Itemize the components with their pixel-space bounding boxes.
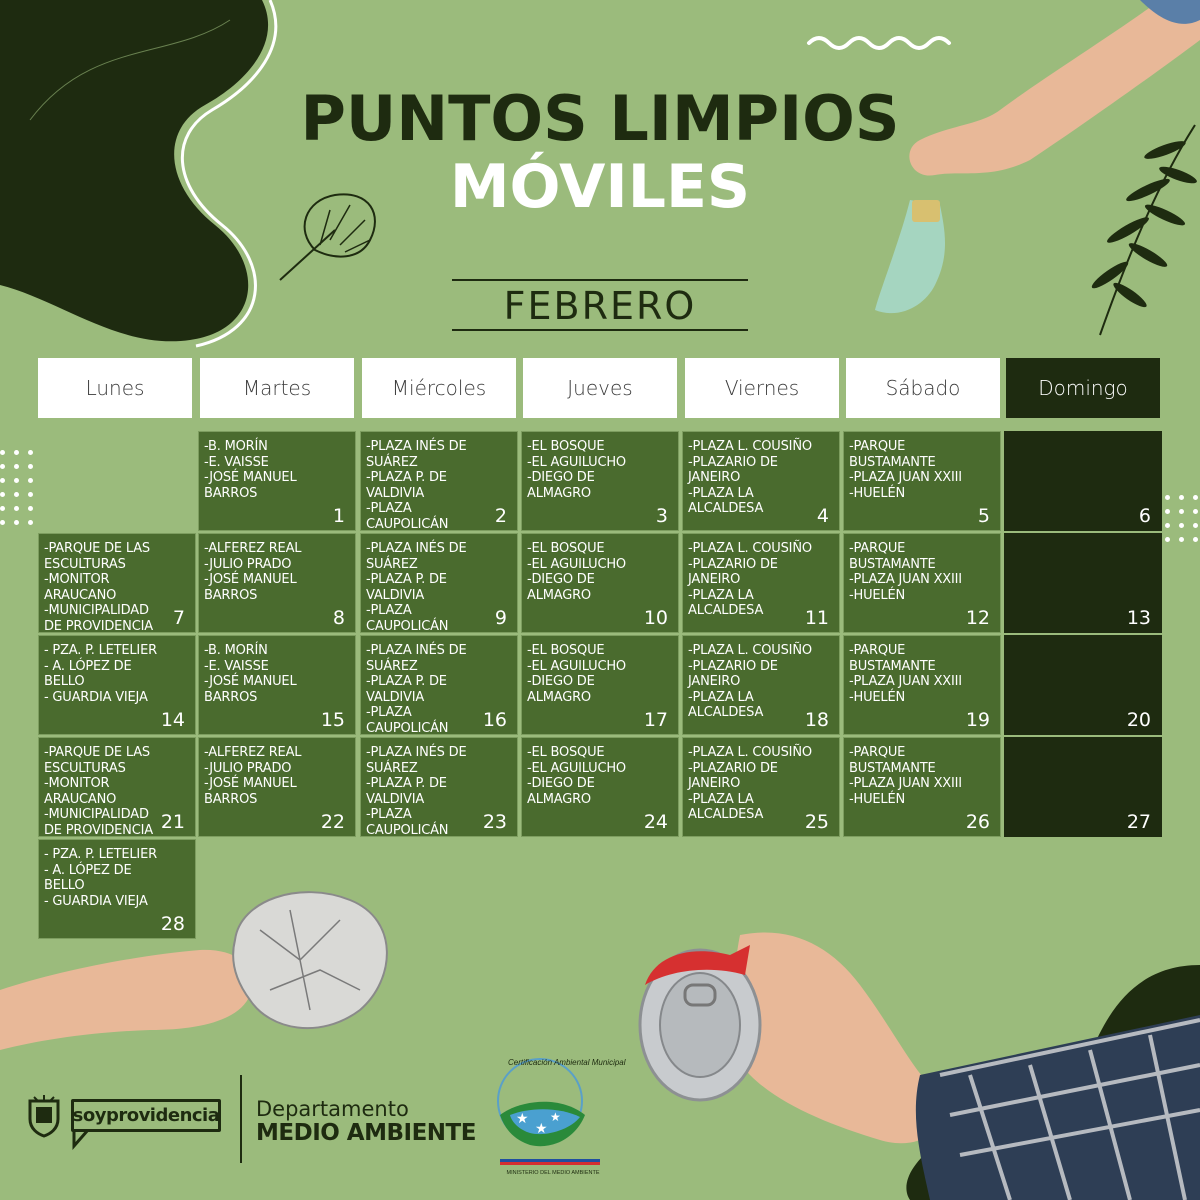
dept-line1: Departamento: [256, 1097, 409, 1121]
dot: [0, 450, 5, 455]
day-number: 12: [965, 607, 990, 629]
day-number: 20: [1126, 709, 1151, 731]
day-locations: -PARQUE DE LAS ESCULTURAS -MONITOR ARAUCANO -MUNICIPALIDAD DE PROVIDENCIA: [44, 745, 153, 838]
calendar-day: [198, 533, 356, 633]
day-header-3: Jueves: [523, 358, 677, 418]
dot: [1179, 495, 1184, 500]
day-locations: -PARQUE BUSTAMANTE -PLAZA JUAN XXIII -HUELÉN: [849, 541, 962, 603]
calendar-day: [1004, 635, 1162, 735]
dot: [0, 520, 5, 525]
calendar-day: [843, 737, 1001, 837]
dot: [14, 464, 19, 469]
day-number: 5: [977, 505, 990, 527]
dot: [1179, 523, 1184, 528]
day-number: 24: [643, 811, 668, 833]
day-locations: -ALFEREZ REAL -JULIO PRADO -JOSÉ MANUEL BARROS: [204, 745, 302, 807]
day-number: 17: [643, 709, 668, 731]
day-number: 2: [494, 505, 507, 527]
dot: [1165, 537, 1170, 542]
svg-text:★: ★: [516, 1111, 529, 1127]
svg-text:★: ★: [550, 1110, 561, 1124]
day-locations: -EL BOSQUE -EL AGUILUCHO -DIEGO DE ALMAGRO: [527, 439, 626, 501]
dot: [28, 520, 33, 525]
calendar-day: [38, 635, 196, 735]
ministry-text: MINISTERIO DEL MEDIO AMBIENTE: [506, 1170, 600, 1176]
cert-text: Certificación Ambiental Municipal: [508, 1058, 626, 1067]
brand-badge: [71, 1099, 221, 1132]
day-locations: - PZA. P. LETELIER - A. LÓPEZ DE BELLO - GUARDIA VIEJA: [44, 643, 157, 705]
calendar-day: [1004, 737, 1162, 837]
calendar-day: [521, 737, 679, 837]
day-locations: -PLAZA INÉS DE SUÁREZ -PLAZA P. DE VALDIVIA -PLAZA CAUPOLICÁN: [366, 439, 467, 532]
calendar-day: [521, 533, 679, 633]
day-number: 8: [332, 607, 345, 629]
day-number: 11: [804, 607, 829, 629]
day-number: 10: [643, 607, 668, 629]
day-locations: -PLAZA INÉS DE SUÁREZ -PLAZA P. DE VALDIVIA -PLAZA CAUPOLICÁN: [366, 541, 467, 634]
hand-paper-image: [0, 880, 400, 1060]
day-number: 9: [494, 607, 507, 629]
calendar-day: [198, 431, 356, 531]
dot: [1165, 509, 1170, 514]
calendar-day: [521, 431, 679, 531]
day-locations: -PLAZA L. COUSIÑO -PLAZARIO DE JANEIRO -PLAZA LA ALCALDESA: [688, 745, 812, 822]
calendar-day: [682, 635, 840, 735]
day-number: 15: [320, 709, 345, 731]
day-header-0: Lunes: [38, 358, 192, 418]
dot: [28, 450, 33, 455]
day-number: 7: [172, 607, 185, 629]
calendar-day: [360, 431, 518, 531]
month-title: FEBRERO: [503, 284, 697, 328]
day-locations: -PARQUE DE LAS ESCULTURAS -MONITOR ARAUCANO -MUNICIPALIDAD DE PROVIDENCIA: [44, 541, 153, 634]
day-header-1: Martes: [200, 358, 354, 418]
day-locations: -PLAZA L. COUSIÑO -PLAZARIO DE JANEIRO -PLAZA LA ALCALDESA: [688, 643, 812, 720]
day-locations: -B. MORÍN -E. VAISSE -JOSÉ MANUEL BARROS: [204, 439, 297, 501]
certification-seal-icon: [490, 1055, 626, 1170]
day-locations: -PLAZA L. COUSIÑO -PLAZARIO DE JANEIRO -PLAZA LA ALCALDESA: [688, 439, 812, 516]
calendar-day: [198, 635, 356, 735]
day-number: 21: [160, 811, 185, 833]
calendar-day: [682, 737, 840, 837]
shield-icon: [28, 1095, 60, 1137]
svg-text:★: ★: [535, 1121, 548, 1137]
day-number: 18: [804, 709, 829, 731]
day-locations: -PLAZA INÉS DE SUÁREZ -PLAZA P. DE VALDIVIA -PLAZA CAUPOLICÁN: [366, 745, 467, 838]
footer-divider: [240, 1075, 242, 1163]
calendar-day: [521, 635, 679, 735]
day-locations: -EL BOSQUE -EL AGUILUCHO -DIEGO DE ALMAGRO: [527, 745, 626, 807]
calendar-day: [38, 737, 196, 837]
day-number: 22: [320, 811, 345, 833]
calendar-day: [1004, 533, 1162, 633]
dot: [14, 450, 19, 455]
dot: [1179, 509, 1184, 514]
month-line-top: [452, 279, 748, 281]
day-number: 28: [160, 913, 185, 935]
dot: [0, 478, 5, 483]
dot: [0, 506, 5, 511]
dot: [0, 492, 5, 497]
speech-tail-icon: [72, 1130, 92, 1148]
day-locations: -PARQUE BUSTAMANTE -PLAZA JUAN XXIII -HUELÉN: [849, 439, 962, 501]
dot: [14, 506, 19, 511]
calendar-day: [360, 737, 518, 837]
calendar-day: [198, 737, 356, 837]
dot: [1193, 523, 1198, 528]
dot: [1165, 523, 1170, 528]
title-line2: MÓVILES: [449, 152, 751, 222]
dot: [28, 464, 33, 469]
dot: [28, 478, 33, 483]
day-number: 6: [1138, 505, 1151, 527]
calendar-day: [1004, 431, 1162, 531]
dept-line2: MEDIO AMBIENTE: [256, 1120, 476, 1146]
calendar-day: [682, 431, 840, 531]
day-number: 19: [965, 709, 990, 731]
dot: [1193, 537, 1198, 542]
day-locations: -PLAZA INÉS DE SUÁREZ -PLAZA P. DE VALDIVIA -PLAZA CAUPOLICÁN: [366, 643, 467, 736]
day-locations: - PZA. P. LETELIER - A. LÓPEZ DE BELLO - GUARDIA VIEJA: [44, 847, 157, 909]
title-line1: PUNTOS LIMPIOS: [300, 82, 900, 155]
day-number: 23: [482, 811, 507, 833]
dot: [14, 478, 19, 483]
dot: [14, 492, 19, 497]
day-header-6: Domingo: [1006, 358, 1160, 418]
day-number: 25: [804, 811, 829, 833]
dot: [28, 492, 33, 497]
day-number: 16: [482, 709, 507, 731]
day-locations: -EL BOSQUE -EL AGUILUCHO -DIEGO DE ALMAGRO: [527, 643, 626, 705]
day-locations: -EL BOSQUE -EL AGUILUCHO -DIEGO DE ALMAGRO: [527, 541, 626, 603]
calendar-day: [360, 533, 518, 633]
calendar-day: [682, 533, 840, 633]
day-number: 4: [816, 505, 829, 527]
day-header-4: Viernes: [685, 358, 839, 418]
brand-text: soyprovidencia: [72, 1105, 220, 1126]
day-header-5: Sábado: [846, 358, 1000, 418]
day-locations: -ALFEREZ REAL -JULIO PRADO -JOSÉ MANUEL BARROS: [204, 541, 302, 603]
day-header-2: Miércoles: [362, 358, 516, 418]
dot: [1179, 537, 1184, 542]
day-number: 1: [332, 505, 345, 527]
calendar-day: [843, 533, 1001, 633]
dot: [1165, 495, 1170, 500]
day-locations: -PARQUE BUSTAMANTE -PLAZA JUAN XXIII -HUELÉN: [849, 643, 962, 705]
day-number: 27: [1126, 811, 1151, 833]
day-number: 3: [655, 505, 668, 527]
hand-can-image: [630, 925, 1200, 1200]
day-locations: -PARQUE BUSTAMANTE -PLAZA JUAN XXIII -HUELÉN: [849, 745, 962, 807]
dots-left: [0, 450, 40, 530]
dot: [28, 506, 33, 511]
day-number: 14: [160, 709, 185, 731]
month-line-bottom: [452, 329, 748, 331]
dot: [14, 520, 19, 525]
dot: [1193, 495, 1198, 500]
dots-right: [1165, 495, 1200, 555]
calendar-day: [843, 431, 1001, 531]
calendar-day: [360, 635, 518, 735]
day-number: 26: [965, 811, 990, 833]
day-locations: -B. MORÍN -E. VAISSE -JOSÉ MANUEL BARROS: [204, 643, 297, 705]
day-number: 13: [1126, 607, 1151, 629]
day-locations: -PLAZA L. COUSIÑO -PLAZARIO DE JANEIRO -PLAZA LA ALCALDESA: [688, 541, 812, 618]
calendar-day: [843, 635, 1001, 735]
dot: [0, 464, 5, 469]
dot: [1193, 509, 1198, 514]
calendar-day: [38, 533, 196, 633]
